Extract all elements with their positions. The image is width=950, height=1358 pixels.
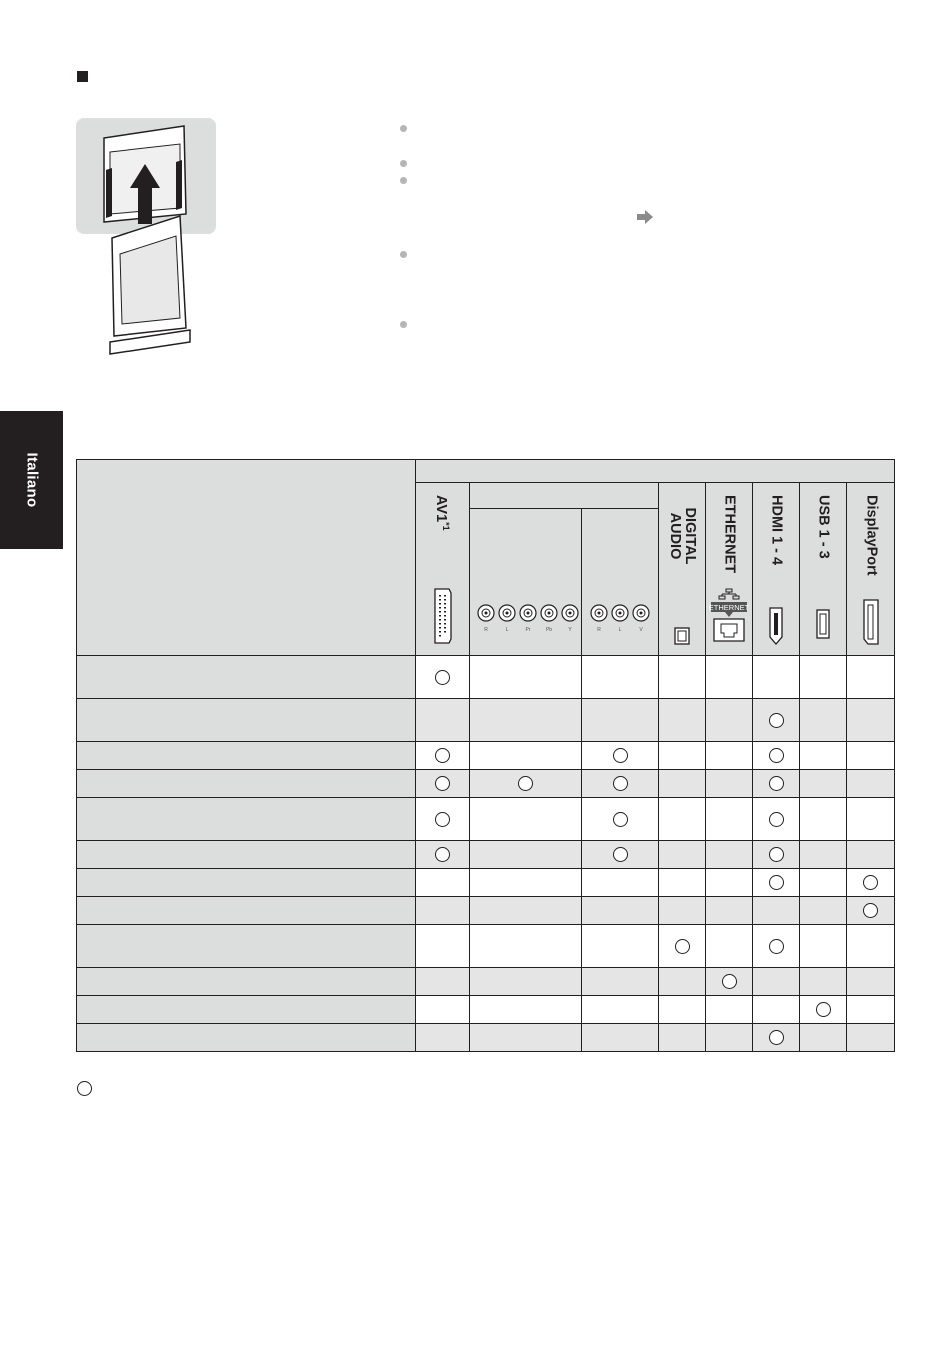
function-cell (77, 925, 416, 968)
bullet-dot (400, 177, 407, 184)
bullet-dot (400, 160, 407, 167)
table-cell-ethernet (706, 770, 753, 798)
bullet-dot (400, 321, 407, 328)
ethernet-tag-text: ETHERNET (709, 603, 749, 612)
jack-label: L (505, 627, 508, 633)
table-cell-ethernet (706, 656, 753, 699)
table-cell-component (470, 1024, 582, 1052)
table-cell-hdmi (753, 798, 800, 841)
jack-label: V (639, 627, 643, 633)
circle-mark-icon (863, 903, 878, 918)
table-cell-digital_audio (659, 798, 706, 841)
circle-mark-icon (769, 939, 784, 954)
jack-label: Pr (525, 627, 530, 633)
table-cell-composite (582, 798, 659, 841)
circle-mark-icon (435, 812, 450, 827)
circle-mark-icon (769, 776, 784, 791)
table-cell-digital_audio (659, 699, 706, 742)
table-cell-usb (800, 742, 847, 770)
table-cell-digital_audio (659, 770, 706, 798)
table-cell-hdmi (753, 1024, 800, 1052)
table-cell-composite (582, 770, 659, 798)
table-cell-composite (582, 699, 659, 742)
table-cell-composite (582, 968, 659, 996)
circle-mark-icon (435, 776, 450, 791)
circle-mark-icon (769, 847, 784, 862)
table-cell-usb (800, 968, 847, 996)
circle-mark-icon (675, 939, 690, 954)
table-cell-component (470, 925, 582, 968)
table-cell-hdmi (753, 968, 800, 996)
table-cell-composite (582, 656, 659, 699)
table-cell-ethernet (706, 742, 753, 770)
jack-label: R (483, 627, 488, 633)
table-cell-av1 (416, 770, 470, 798)
jack-label: R (597, 627, 601, 633)
table-cell-usb (800, 770, 847, 798)
circle-mark-icon (769, 875, 784, 890)
optical-port-icon (674, 627, 690, 645)
function-cell (77, 656, 416, 699)
table-row (77, 656, 895, 699)
table-cell-displayport (847, 925, 895, 968)
displayport-header: DisplayPort (847, 483, 895, 656)
digital-audio-label: DIGITAL AUDIO (667, 507, 698, 565)
table-row (77, 996, 895, 1024)
table-cell-hdmi (753, 897, 800, 925)
function-cell (77, 869, 416, 897)
table-cell-component (470, 656, 582, 699)
table-cell-av1 (416, 1024, 470, 1052)
table-cell-av1 (416, 841, 470, 869)
table-cell-digital_audio (659, 925, 706, 968)
table-cell-displayport (847, 1024, 895, 1052)
table-cell-digital_audio (659, 656, 706, 699)
table-cell-av1 (416, 798, 470, 841)
scart-port-icon (433, 587, 453, 645)
ethernet-port-icon (709, 587, 749, 645)
table-cell-digital_audio (659, 841, 706, 869)
language-label: Italiano (23, 452, 40, 508)
table-cell-usb (800, 869, 847, 897)
table-cell-ethernet (706, 968, 753, 996)
circle-mark-icon (769, 812, 784, 827)
composite-jacks-icon (587, 603, 653, 633)
circle-mark-icon (435, 847, 450, 862)
table-cell-displayport (847, 699, 895, 742)
function-cell (77, 996, 416, 1024)
function-cell (77, 968, 416, 996)
circle-mark-icon (769, 713, 784, 728)
table-cell-component (470, 742, 582, 770)
table-row (77, 770, 895, 798)
function-cell (77, 1024, 416, 1052)
table-cell-ethernet (706, 699, 753, 742)
table-cell-composite (582, 869, 659, 897)
component-header (470, 509, 582, 656)
table-cell-av1 (416, 742, 470, 770)
table-cell-component (470, 798, 582, 841)
table-cell-av1 (416, 925, 470, 968)
table-cell-displayport (847, 770, 895, 798)
circle-mark-icon (816, 1002, 831, 1017)
function-cell (77, 841, 416, 869)
table-cell-composite (582, 1024, 659, 1052)
function-cell (77, 770, 416, 798)
table-cell-av1 (416, 897, 470, 925)
table-cell-hdmi (753, 699, 800, 742)
table-cell-displayport (847, 742, 895, 770)
circle-mark-icon (863, 875, 878, 890)
connection-table-body (77, 656, 895, 1052)
table-cell-component (470, 770, 582, 798)
function-cell (77, 798, 416, 841)
language-tab (0, 411, 63, 549)
table-cell-displayport (847, 897, 895, 925)
table-cell-ethernet (706, 996, 753, 1024)
table-cell-displayport (847, 996, 895, 1024)
table-row (77, 742, 895, 770)
connection-table (76, 459, 895, 1052)
table-cell-ethernet (706, 897, 753, 925)
component-jacks-icon (472, 603, 580, 633)
jack-label: Y (567, 627, 572, 633)
circle-mark-icon (613, 748, 628, 763)
circle-mark-icon (518, 776, 533, 791)
ethernet-header: ETHERNET ETHERNET (706, 483, 753, 656)
av1-header: AV1$^{*1}$ (416, 483, 470, 656)
table-cell-composite (582, 742, 659, 770)
table-row (77, 841, 895, 869)
legend-circle-icon (77, 1081, 92, 1096)
table-cell-digital_audio (659, 869, 706, 897)
table-cell-usb (800, 1024, 847, 1052)
table-cell-displayport (847, 869, 895, 897)
table-cell-displayport (847, 656, 895, 699)
function-cell (77, 897, 416, 925)
table-cell-displayport (847, 968, 895, 996)
table-cell-digital_audio (659, 996, 706, 1024)
table-cell-hdmi (753, 841, 800, 869)
function-header-cell (77, 460, 416, 656)
table-cell-ethernet (706, 841, 753, 869)
table-cell-av1 (416, 699, 470, 742)
jack-label: L (618, 627, 622, 633)
table-cell-usb (800, 656, 847, 699)
table-row (77, 968, 895, 996)
table-cell-usb (800, 841, 847, 869)
table-cell-digital_audio (659, 742, 706, 770)
table-cell-composite (582, 897, 659, 925)
table-cell-composite (582, 996, 659, 1024)
table-cell-hdmi (753, 869, 800, 897)
table-row (77, 869, 895, 897)
table-cell-usb (800, 897, 847, 925)
table-cell-usb (800, 925, 847, 968)
table-cell-ethernet (706, 869, 753, 897)
table-cell-av1 (416, 996, 470, 1024)
bullet-dot (400, 125, 407, 132)
circle-mark-icon (613, 812, 628, 827)
table-row (77, 1024, 895, 1052)
table-cell-hdmi (753, 656, 800, 699)
function-cell (77, 742, 416, 770)
table-cell-usb (800, 798, 847, 841)
circle-mark-icon (613, 847, 628, 862)
digital-audio-header (659, 483, 706, 656)
table-cell-composite (582, 841, 659, 869)
table-cell-ethernet (706, 925, 753, 968)
table-cell-hdmi (753, 742, 800, 770)
usb-header: USB 1 - 3 (800, 483, 847, 656)
table-cell-digital_audio (659, 968, 706, 996)
table-cell-component (470, 699, 582, 742)
table-cell-hdmi (753, 770, 800, 798)
usb-port-icon (816, 609, 830, 639)
table-cell-composite (582, 925, 659, 968)
jack-label: Pb (545, 627, 552, 633)
circle-mark-icon (613, 776, 628, 791)
circle-mark-icon (722, 974, 737, 989)
analog-group-header (470, 483, 659, 509)
displayport-port-icon (862, 599, 880, 645)
table-cell-av1 (416, 869, 470, 897)
table-cell-av1 (416, 656, 470, 699)
circle-mark-icon (435, 748, 450, 763)
table-cell-component (470, 968, 582, 996)
table-row (77, 897, 895, 925)
table-cell-component (470, 869, 582, 897)
right-arrow-icon (637, 210, 653, 224)
table-cell-digital_audio (659, 1024, 706, 1052)
table-cell-ethernet (706, 1024, 753, 1052)
table-cell-usb (800, 699, 847, 742)
section-marker-icon (77, 71, 88, 82)
composite-header (582, 509, 659, 656)
table-cell-displayport (847, 798, 895, 841)
terminal-group-header (416, 460, 895, 483)
hdmi-header: HDMI 1 - 4 (753, 483, 800, 656)
table-cell-component (470, 996, 582, 1024)
hdmi-port-icon (768, 607, 784, 645)
table-cell-displayport (847, 841, 895, 869)
table-cell-digital_audio (659, 897, 706, 925)
table-cell-av1 (416, 968, 470, 996)
function-cell (77, 699, 416, 742)
table-cell-hdmi (753, 925, 800, 968)
table-cell-component (470, 897, 582, 925)
table-cell-hdmi (753, 996, 800, 1024)
table-cell-component (470, 841, 582, 869)
table-row (77, 699, 895, 742)
ci-card-illustration (76, 118, 216, 363)
circle-mark-icon (769, 1030, 784, 1045)
bullet-dot (400, 251, 407, 258)
table-cell-usb (800, 996, 847, 1024)
table-row (77, 798, 895, 841)
circle-mark-icon (435, 670, 450, 685)
table-row (77, 925, 895, 968)
circle-mark-icon (769, 748, 784, 763)
table-cell-ethernet (706, 798, 753, 841)
